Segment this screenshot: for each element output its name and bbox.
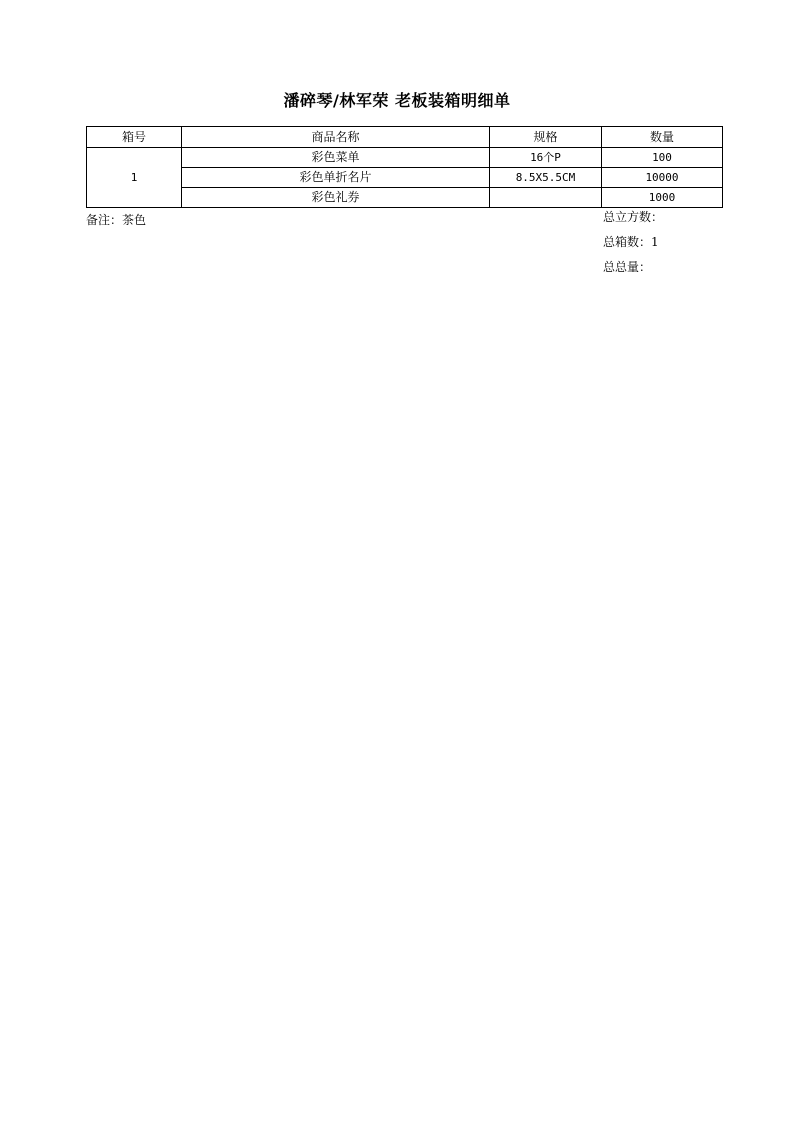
table-row (87, 168, 723, 188)
spec-cell: 8.5X5.5CM (490, 168, 602, 188)
header-box-no: 箱号 (87, 127, 182, 148)
table-row (87, 148, 723, 168)
product-name-cell: 彩色菜单 (182, 148, 490, 168)
total-boxes: 总箱数：1 (603, 235, 659, 249)
table-row (87, 188, 723, 208)
summary-block (603, 208, 663, 283)
total-volume: 总立方数： (603, 210, 664, 224)
spec-cell (490, 188, 602, 208)
product-name-cell: 彩色礼券 (182, 188, 490, 208)
total-weight: 总总量： (603, 260, 652, 274)
document-title: 潘碎琴/林军荣 老板装箱明细单 (283, 91, 511, 110)
table-header-row (87, 127, 723, 148)
header-spec: 规格 (490, 127, 602, 148)
header-product-name: 商品名称 (182, 127, 490, 148)
spec-cell: 16个P (490, 148, 602, 168)
box-number-cell: 1 (87, 148, 182, 208)
quantity-cell: 100 (602, 148, 723, 168)
product-name-cell: 彩色单折名片 (182, 168, 490, 188)
remark-note: 备注：茶色 (86, 213, 147, 227)
header-quantity: 数量 (602, 127, 723, 148)
quantity-cell: 10000 (602, 168, 723, 188)
quantity-cell: 1000 (602, 188, 723, 208)
packing-list-table (86, 126, 723, 208)
